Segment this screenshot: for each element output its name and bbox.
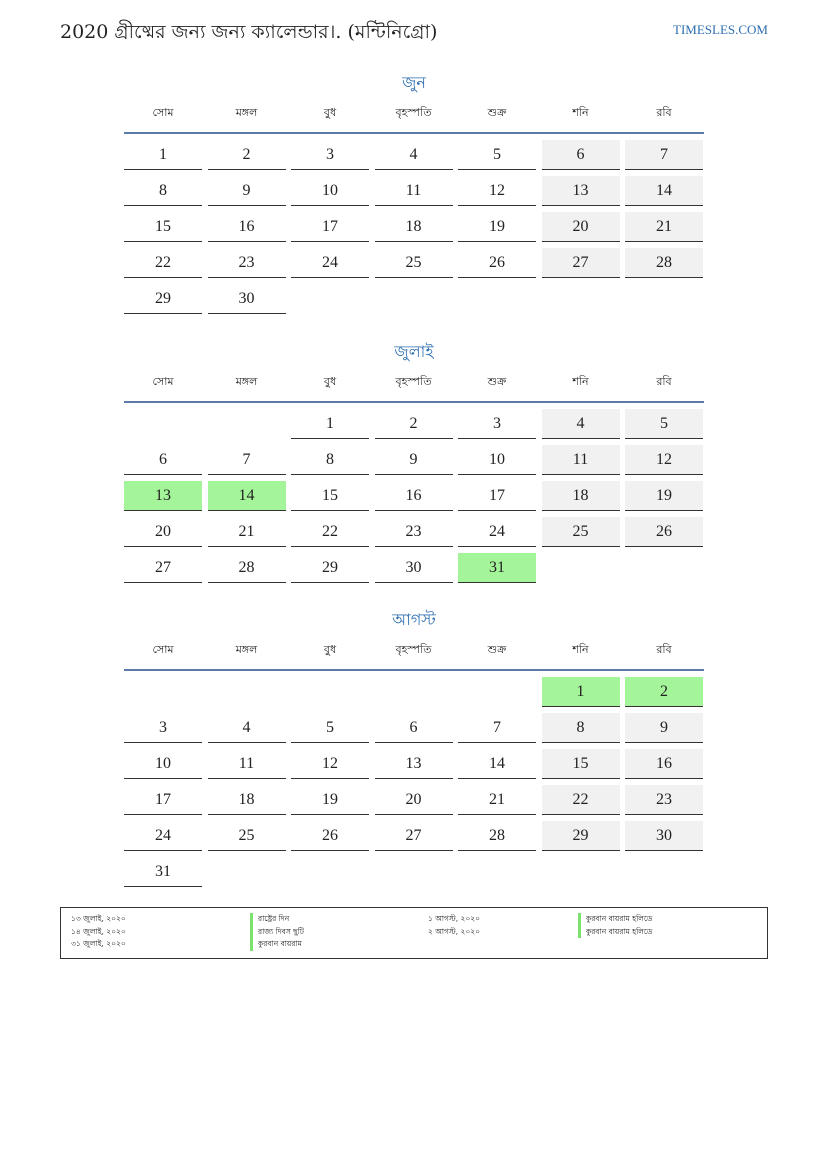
day-cell[interactable]: 10: [124, 749, 202, 779]
day-cell[interactable]: 7: [458, 713, 536, 743]
day-cell[interactable]: 24: [458, 517, 536, 547]
weekday-header: [124, 98, 704, 134]
day-cell[interactable]: 3: [124, 713, 202, 743]
day-cell[interactable]: 18: [208, 785, 286, 815]
page-title: 2020 গ্রীষ্মের জন্য জন্য ক্যালেন্ডার।. (মন্টিনিগ্রো): [60, 21, 438, 43]
day-cell[interactable]: 4: [208, 713, 286, 743]
day-cell[interactable]: 28: [208, 553, 286, 583]
day-cell[interactable]: 21: [458, 785, 536, 815]
legend-date: ২ আগস্ট, ২০২০: [428, 926, 481, 936]
day-cell[interactable]: 10: [458, 445, 536, 475]
day-cell[interactable]: 4: [375, 140, 453, 170]
weekday-header: [124, 635, 704, 671]
weekday-label: রবি: [656, 375, 672, 388]
weekday-label: মঙ্গল: [235, 106, 258, 119]
day-cell[interactable]: 6: [542, 140, 620, 170]
holiday-legend: [60, 907, 768, 959]
day-cell[interactable]: 18: [375, 212, 453, 242]
day-cell[interactable]: 23: [208, 248, 286, 278]
day-cell[interactable]: 13: [542, 176, 620, 206]
legend-date: ১ আগস্ট, ২০২০: [428, 914, 480, 923]
day-cell[interactable]: 25: [542, 517, 620, 547]
month-title: জুন: [402, 73, 426, 92]
weekday-label: বুধ: [323, 643, 337, 656]
day-cell[interactable]: 31: [124, 857, 202, 887]
weekday-label: শনি: [572, 106, 589, 119]
day-cell[interactable]: 8: [124, 176, 202, 206]
day-cell[interactable]: 17: [458, 481, 536, 511]
day-cell[interactable]: 23: [375, 517, 453, 547]
day-cell[interactable]: 12: [458, 176, 536, 206]
day-cell[interactable]: 21: [208, 517, 286, 547]
weekday-label: বৃহস্পতি: [395, 375, 432, 388]
weekday-label: মঙ্গল: [235, 643, 258, 656]
day-cell[interactable]: 5: [625, 409, 703, 439]
legend-date: ৩১ জুলাই, ২০২০: [71, 939, 126, 948]
legend-holiday-name: কুরবান বায়রাম হলিডে: [578, 913, 652, 926]
day-cell[interactable]: 11: [375, 176, 453, 206]
day-cell[interactable]: 16: [375, 481, 453, 511]
day-cell[interactable]: 23: [625, 785, 703, 815]
day-cell[interactable]: 19: [625, 481, 703, 511]
day-cell[interactable]: 27: [375, 821, 453, 851]
holiday-day-cell[interactable]: 14: [208, 481, 286, 511]
day-cell[interactable]: 10: [291, 176, 369, 206]
day-cell[interactable]: 19: [291, 785, 369, 815]
weekday-label: সোম: [152, 643, 174, 656]
day-cell[interactable]: 17: [124, 785, 202, 815]
day-cell[interactable]: 26: [625, 517, 703, 547]
day-cell[interactable]: 21: [625, 212, 703, 242]
site-link[interactable]: TIMESLES.COM: [673, 22, 768, 37]
weekday-label: বৃহস্পতি: [395, 643, 432, 656]
month-july: [124, 339, 704, 576]
weekday-label: মঙ্গল: [235, 375, 258, 388]
legend-date: ১৪ জুলাই, ২০২০: [71, 926, 126, 936]
weekday-label: সোম: [152, 375, 174, 388]
day-cell[interactable]: 27: [124, 553, 202, 583]
day-cell[interactable]: 29: [291, 553, 369, 583]
day-cell[interactable]: 20: [542, 212, 620, 242]
day-cell[interactable]: 11: [542, 445, 620, 475]
holiday-day-cell[interactable]: 31: [458, 553, 536, 583]
day-cell[interactable]: 29: [124, 284, 202, 314]
day-cell[interactable]: 19: [458, 212, 536, 242]
day-cell[interactable]: 16: [208, 212, 286, 242]
weekday-label: শুক্র: [487, 643, 507, 656]
day-cell[interactable]: 13: [375, 749, 453, 779]
weekday-label: শনি: [572, 375, 589, 388]
day-cell[interactable]: 22: [291, 517, 369, 547]
weekday-header: [124, 367, 704, 403]
day-cell[interactable]: 29: [542, 821, 620, 851]
weekday-label: শুক্র: [487, 106, 507, 119]
month-june: [124, 70, 704, 307]
day-cell[interactable]: 9: [375, 445, 453, 475]
day-cell[interactable]: 11: [208, 749, 286, 779]
day-cell[interactable]: 22: [542, 785, 620, 815]
day-cell[interactable]: 25: [375, 248, 453, 278]
day-cell[interactable]: 27: [542, 248, 620, 278]
weekday-label: শনি: [572, 643, 589, 656]
day-cell[interactable]: 17: [291, 212, 369, 242]
day-cell[interactable]: 20: [124, 517, 202, 547]
day-cell[interactable]: 24: [124, 821, 202, 851]
day-cell[interactable]: 15: [291, 481, 369, 511]
page-header: [60, 18, 768, 48]
holiday-day-cell[interactable]: 1: [542, 677, 620, 707]
weekday-label: বুধ: [323, 375, 337, 388]
day-cell[interactable]: 30: [625, 821, 703, 851]
day-cell[interactable]: 8: [542, 713, 620, 743]
month-august: [124, 607, 704, 880]
day-cell[interactable]: 7: [208, 445, 286, 475]
day-cell[interactable]: 15: [542, 749, 620, 779]
day-cell[interactable]: 15: [124, 212, 202, 242]
day-cell[interactable]: 12: [291, 749, 369, 779]
legend-holiday-name: রাজ্য দিবস ছুটি: [250, 926, 304, 939]
day-cell[interactable]: 3: [291, 140, 369, 170]
day-cell[interactable]: 30: [208, 284, 286, 314]
day-cell[interactable]: 26: [291, 821, 369, 851]
day-cell[interactable]: 8: [291, 445, 369, 475]
weekday-label: শুক্র: [487, 375, 507, 388]
legend-holiday-name: কুরবান বায়রাম হলিডে: [578, 926, 652, 939]
weekday-label: সোম: [152, 106, 174, 119]
month-title: জুলাই: [394, 342, 434, 361]
day-cell[interactable]: 6: [124, 445, 202, 475]
weekday-label: রবি: [656, 106, 672, 119]
day-cell[interactable]: 4: [542, 409, 620, 439]
legend-holiday-name: কুরবান বায়রাম: [250, 938, 304, 951]
day-cell[interactable]: 2: [375, 409, 453, 439]
day-cell[interactable]: 25: [208, 821, 286, 851]
legend-dates-left: [71, 913, 126, 951]
weekday-label: বৃহস্পতি: [395, 106, 432, 119]
weekday-label: রবি: [656, 643, 672, 656]
day-cell[interactable]: 3: [458, 409, 536, 439]
day-cell[interactable]: 14: [625, 176, 703, 206]
legend-dates-right: [428, 913, 480, 938]
holiday-day-cell[interactable]: 13: [124, 481, 202, 511]
day-cell[interactable]: 16: [625, 749, 703, 779]
month-title: আগস্ট: [392, 610, 436, 629]
day-cell[interactable]: 30: [375, 553, 453, 583]
day-cell[interactable]: 9: [208, 176, 286, 206]
day-cell[interactable]: 1: [291, 409, 369, 439]
legend-names-left: [250, 913, 304, 951]
legend-names-right: [578, 913, 652, 938]
day-cell[interactable]: 12: [625, 445, 703, 475]
day-cell[interactable]: 18: [542, 481, 620, 511]
legend-holiday-name: রাষ্ট্রের দিন: [250, 913, 304, 926]
day-cell[interactable]: 5: [291, 713, 369, 743]
day-cell[interactable]: 28: [625, 248, 703, 278]
day-cell[interactable]: 6: [375, 713, 453, 743]
holiday-day-cell[interactable]: 2: [625, 677, 703, 707]
day-cell[interactable]: 14: [458, 749, 536, 779]
day-cell[interactable]: 1: [124, 140, 202, 170]
day-cell[interactable]: 2: [208, 140, 286, 170]
day-cell[interactable]: 24: [291, 248, 369, 278]
legend-date: ১৩ জুলাই, ২০২০: [71, 914, 126, 923]
day-cell[interactable]: 20: [375, 785, 453, 815]
day-cell[interactable]: 26: [458, 248, 536, 278]
day-cell[interactable]: 5: [458, 140, 536, 170]
day-cell[interactable]: 7: [625, 140, 703, 170]
day-cell[interactable]: 9: [625, 713, 703, 743]
day-cell[interactable]: 22: [124, 248, 202, 278]
weekday-label: বুধ: [323, 106, 337, 119]
day-cell[interactable]: 28: [458, 821, 536, 851]
